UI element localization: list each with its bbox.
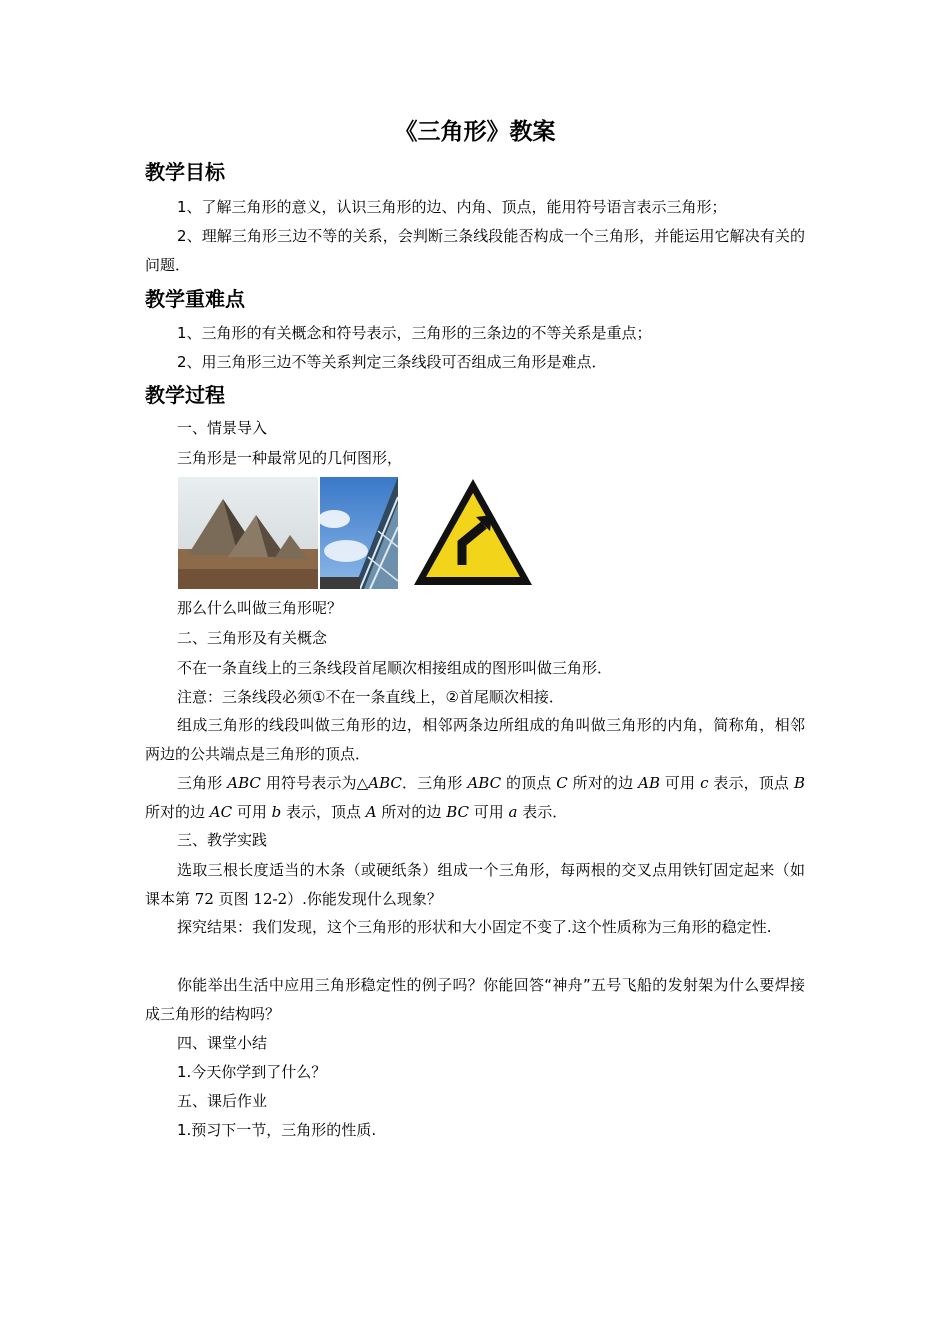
example-question: 你能举出生活中应用三角形稳定性的例子吗？你能回答“神舟”五号飞船的发射架为什么要焊接成三角形的结构吗？ — [145, 976, 805, 1023]
summary-heading: 四、课堂小结 — [177, 1034, 268, 1052]
question: 那么什么叫做三角形呢？ — [177, 599, 343, 617]
concept-heading: 二、三角形及有关概念 — [177, 629, 328, 647]
symbol-paragraph: 三角形 ABC 用符号表示为△ABC．三角形 ABC 的顶点 C 所对的边 AB 可用 c 表示，顶点 B 所对的边 AC 可用 b 表示，顶点 A 所对的边 BC 可用 a 表示． — [145, 774, 805, 821]
intro-text: 三角形是一种最常见的几何图形， — [177, 449, 403, 467]
practice-heading: 三、教学实践 — [177, 831, 268, 849]
building-image — [320, 477, 398, 589]
note: 注意：三条线段必须①不在一条直线上，②首尾顺次相接． — [177, 688, 564, 706]
heading-key-points: 教学重难点 — [145, 287, 245, 311]
objective-item: 2、理解三角形三边不等的关系，会判断三条线段能否构成一个三角形，并能运用它解决有关的问题． — [145, 227, 805, 274]
definition: 不在一条直线上的三条线段首尾顺次相接组成的图形叫做三角形． — [177, 659, 613, 677]
key-point-item: 2、用三角形三边不等关系判定三条线段可否组成三角形是难点． — [177, 353, 607, 371]
finding-text: 探究结果：我们发现，这个三角形的形状和大小固定不变了.这个性质称为三角形的稳定性. — [177, 918, 772, 936]
heading-process: 教学过程 — [145, 383, 225, 407]
intro-heading: 一、情景导入 — [177, 419, 268, 437]
homework-item: 1.预习下一节，三角形的性质. — [177, 1121, 377, 1139]
summary-item: 1.今天你学到了什么？ — [177, 1063, 327, 1081]
pyramids-image — [178, 477, 318, 589]
page-title: 《三角形》教案 — [394, 119, 556, 145]
objective-item: 1、了解三角形的意义，认识三角形的边、内角、顶点，能用符号语言表示三角形； — [177, 198, 727, 216]
homework-heading: 五、课后作业 — [177, 1092, 268, 1110]
warning-sign-image — [412, 477, 534, 589]
practice-text: 选取三根长度适当的木条（或硬纸条）组成一个三角形，每两根的交叉点用铁钉固定起来（如课本第 72 页图 12-2）.你能发现什么现象？ — [145, 861, 805, 908]
key-point-item: 1、三角形的有关概念和符号表示，三角形的三条边的不等关系是重点； — [177, 324, 652, 342]
heading-objectives: 教学目标 — [145, 160, 225, 184]
parts-definition: 组成三角形的线段叫做三角形的边，相邻两条边所组成的角叫做三角形的内角，简称角，相邻两边的公共端点是三角形的顶点． — [145, 716, 805, 763]
